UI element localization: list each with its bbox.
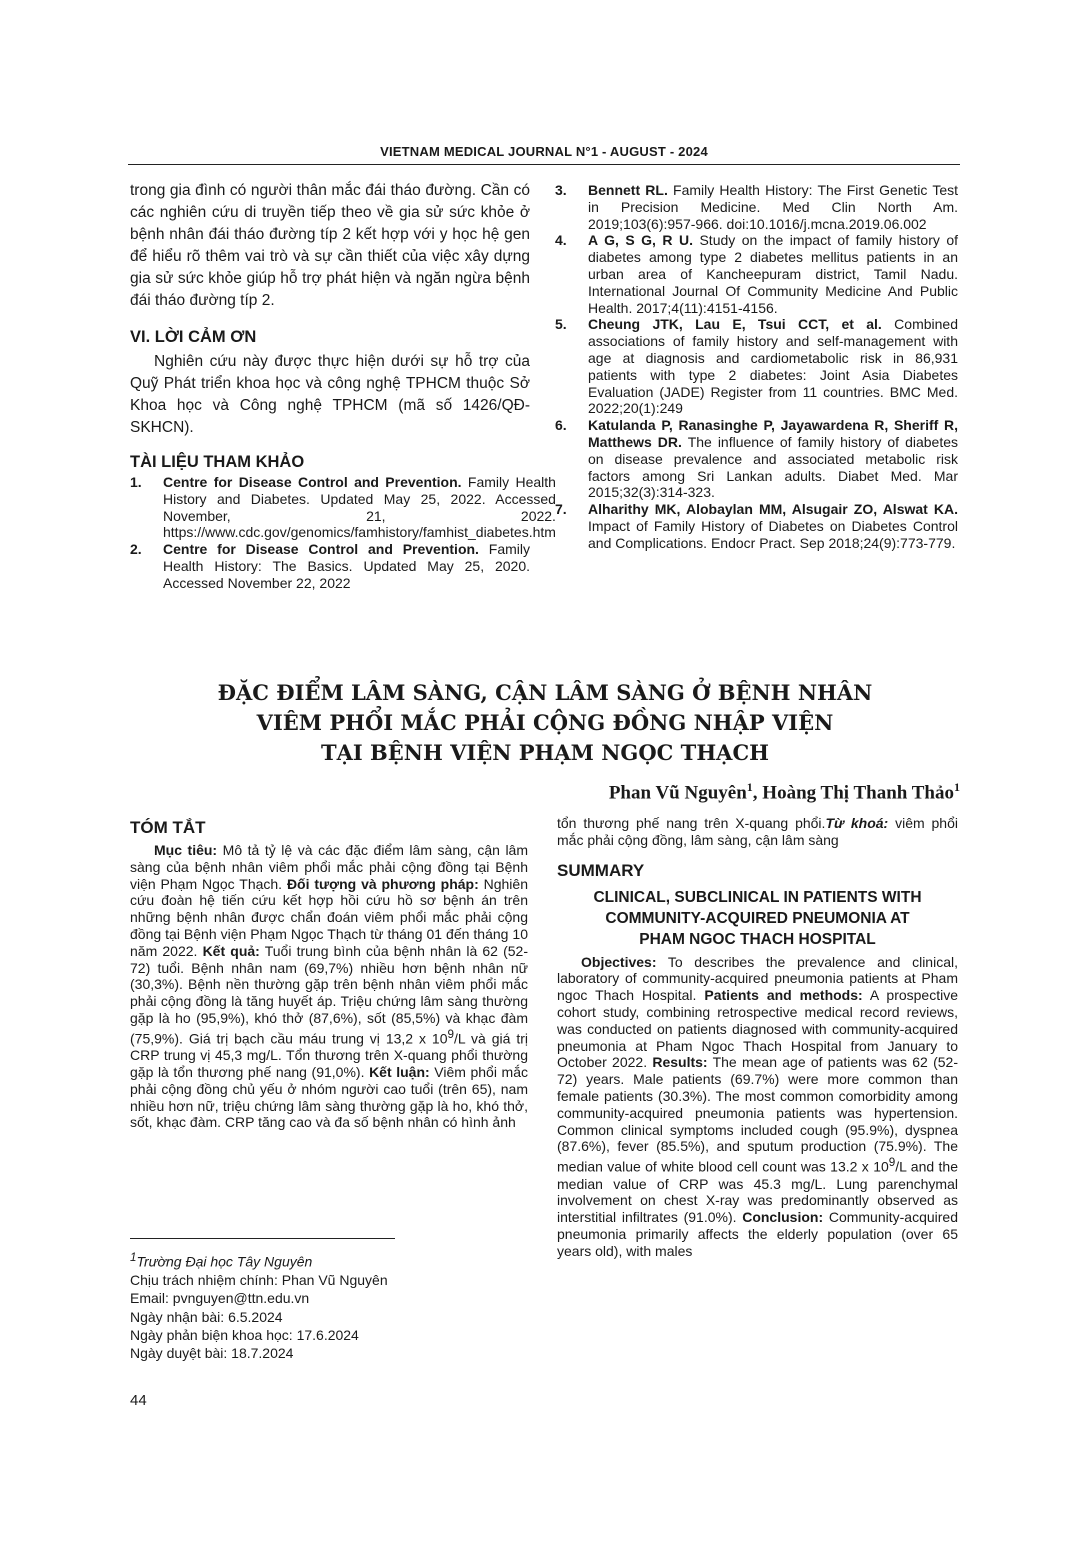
reference-text: Family Health History and Diabetes. Updated May 25, 2022. Accessed November, 21, 2022. https://www.cdc.gov/genomics/famhistory/famhist_diabetes.htm xyxy=(163,474,556,541)
reference-item xyxy=(555,316,958,417)
reference-number: 7. xyxy=(555,501,567,518)
label-methods: Đối tượng và phương pháp: xyxy=(286,875,479,892)
label-objectives: Objectives: xyxy=(581,953,657,970)
reference-number: 5. xyxy=(555,316,567,333)
exponent: 9 xyxy=(447,1027,454,1041)
reference-item xyxy=(555,182,958,232)
reference-number: 2. xyxy=(130,541,142,558)
article-title-line: ĐẶC ĐIỂM LÂM SÀNG, CẬN LÂM SÀNG Ở BỆNH NHÂN xyxy=(217,680,873,705)
author-affiliation-mark: 1 xyxy=(746,780,753,794)
reference-text: Impact of Family History of Diabetes on Diabetes Control and Complications. Endocr Pract. Sep 2018;24(9):773-779. xyxy=(588,517,958,551)
label-conclusion: Conclusion: xyxy=(742,1209,824,1226)
abstract-results-cont: /L và giá trị CRP trung vị 45,3 mg/L. Tổn thương trên X-quang phổi thường gặp là tổn thương phế nang (91,0%). xyxy=(130,1030,528,1081)
reference-item xyxy=(555,417,958,501)
label-results: Kết quả: xyxy=(202,942,260,959)
abstract-vi-continuation xyxy=(557,815,958,849)
summary-results: The mean age of patients was 62 (52-72) years. Male patients (69.7%) were more common than female patients (30.3%). The most common comorbidity among community-acquired pneumonia patients was hypertension. Common clinical symptoms included cough (95.9%), dyspnea (87.6%), fever (85.5%), and sputum production (75.9%). The median value of white blood cell count was 13.2 x 10 xyxy=(557,1054,958,1175)
reference-item xyxy=(555,501,958,551)
abstract-vi-column xyxy=(130,818,528,1131)
footnote-accepted: Ngày duyệt bài: 18.7.2024 xyxy=(130,1345,294,1362)
summary-results-cont: /L and the median value of CRP was 45.3 mg/L. Lung parenchymal involvement on chest X-ray was predominantly observed as interstitial infiltrates (91.0%). xyxy=(557,1158,958,1226)
reference-text: Combined associations of family history and self-management with age at diagnosis and cardiometabolic risk in 86,931 patients with type 2 diabetes: Joint Asia Diabetes Evaluation (JADE) Register from 11 countries. BMC Med. 2022;20(1):249 xyxy=(588,316,958,417)
reference-authors: Centre for Disease Control and Prevention. xyxy=(163,474,462,490)
english-title-line: CLINICAL, SUBCLINICAL IN PATIENTS WITH xyxy=(593,888,922,906)
prev-article-right-column xyxy=(555,182,958,552)
header-rule xyxy=(128,164,960,165)
reference-text: Study on the impact of family history of diabetes among type 2 diabetes mellitus patients in an urban area of Kancheepuram district, Tamil Nadu. International Journal Of Community Medicine And Public Health. 2017;4(11):4151-4156. xyxy=(588,232,959,316)
acknowledgement-text: Nghiên cứu này được thực hiện dưới sự hỗ trợ của Quỹ Phát triển khoa học và công nghệ TPHCM thuộc Sở Khoa học và Công nghệ TPHCM (mã số 1426/QĐ-SKHCN). xyxy=(130,353,530,436)
article-title-line: TẠI BỆNH VIỆN PHẠM NGỌC THẠCH xyxy=(320,740,770,765)
affiliation-text: Trường Đại học Tây Nguyên xyxy=(136,1253,313,1270)
page-number: 44 xyxy=(130,1392,147,1409)
footnote-reviewed: Ngày phản biện khoa học: 17.6.2024 xyxy=(130,1326,359,1343)
reference-authors: Bennett RL. xyxy=(588,182,668,198)
english-title-line: PHAM NGOC THACH HOSPITAL xyxy=(639,930,876,948)
reference-number: 4. xyxy=(555,232,567,249)
abstract-methods: Nghiên cứu đoàn hệ tiến cứu kết hợp hồi cứu hồ sơ bệnh án trên những bệnh nhân được chẩn đoán viêm phổi mắc phải cộng đồng tại Bệnh viện Phạm Ngọc Thạch từ tháng 01 đến tháng 10 năm 2022. xyxy=(130,875,528,959)
abstract-conclusion-cont: tổn thương phế nang trên X-quang phổi. xyxy=(557,815,826,831)
abstract-conclusion: Viêm phổi mắc phải cộng đồng chủ yếu ở nhóm người cao tuổi (trên 65), nam nhiều hơn nữ, triệu chứng lâm sàng thường gặp là ho, khó thở, sốt, khạc đàm. CRP tăng cao và đa số bệnh nhân có hình ảnh xyxy=(130,1064,528,1131)
author-list xyxy=(609,780,960,804)
summary-objectives: To describes the prevalence and clinical, laboratory of community-acquired pneumonia patients at Pham ngoc Thach Hospital. xyxy=(557,953,958,1004)
footnote-received: Ngày nhận bài: 6.5.2024 xyxy=(130,1308,283,1325)
english-title-line: COMMUNITY-ACQUIRED PNEUMONIA AT xyxy=(605,909,910,927)
footnotes xyxy=(130,1249,530,1362)
summary-methods: A prospective cohort study, combining retrospective medical record reviews, was conducted on patients diagnosed with community-acquired pneumonia at Pham Ngoc Thach Hospital from January to October 2022. xyxy=(557,987,959,1071)
reference-number: 3. xyxy=(555,182,567,198)
prev-article-continuation: trong gia đình có người thân mắc đái tháo đường. Cần có các nghiên cứu di truyền tiếp theo về gia sử sức khỏe ở bệnh nhân đái tháo đường típ 2 kết hợp với y học hệ gen để hiểu rõ thêm vai trò và sự cần thiết của việc xây dựng gia sử sức khỏe giúp hỗ trợ phát hiện và ngăn ngừa bệnh đái tháo đường típ 2. xyxy=(130,182,530,309)
label-patients-methods: Patients and methods: xyxy=(704,987,863,1004)
reference-authors: Katulanda P, Ranasinghe P, Jayawardena R, Sheriff R, Matthews DR. xyxy=(588,417,958,450)
abstract-vi-heading: TÓM TẮT xyxy=(130,818,206,837)
label-objective: Mục tiêu: xyxy=(154,842,218,858)
author-name: Hoàng Thị Thanh Thảo xyxy=(762,782,954,804)
reference-number: 6. xyxy=(555,417,567,434)
article-title xyxy=(130,678,960,768)
journal-header: VIETNAM MEDICAL JOURNAL N°1 - AUGUST - 2024 xyxy=(380,144,708,159)
footnote-email: Email: pvnguyen@ttn.edu.vn xyxy=(130,1290,310,1307)
abstract-vi-text xyxy=(130,842,528,1131)
reference-text: Family Health History: The Basics. Updated May 25, 2020. Accessed November 22, 2022 xyxy=(163,541,530,591)
reference-authors: Cheung JTK, Lau E, Tsui CCT, et al. xyxy=(588,316,882,333)
abstract-en-heading: SUMMARY xyxy=(557,860,645,880)
footnote-corresponding: Chịu trách nhiệm chính: Phan Vũ Nguyên xyxy=(130,1271,388,1288)
abstract-en-column xyxy=(557,815,958,1260)
abstract-results: Tuổi trung bình của bệnh nhân là 62 (52-72) tuổi. Bệnh nhân nam (69,7%) nhiều hơn bệnh nhân nữ (30,3%). Bệnh nền thường gặp trên bệnh nhân viêm phổi mắc phải cộng đồng là tăng huyết áp. Triệu chứng lâm sàng thường gặp là ho (95,9%), khó thở (87,6%), sốt (85,5%) và khạc đàm (75,9%). Giá trị bạch cầu máu trung vị 13,2 x 10 xyxy=(130,942,528,1047)
reference-authors: Alharithy MK, Alobaylan MM, Alsugair ZO, Alswat KA. xyxy=(588,501,958,518)
exponent: 9 xyxy=(888,1156,896,1170)
prev-article-left-column xyxy=(130,180,556,592)
reference-list-left xyxy=(130,474,556,592)
label-results: Results: xyxy=(652,1054,708,1071)
reference-number: 1. xyxy=(130,474,142,490)
affiliation-mark: 1 xyxy=(130,1251,137,1264)
author-affiliation-mark: 1 xyxy=(954,780,960,794)
reference-authors: Centre for Disease Control and Prevention. xyxy=(163,541,479,558)
reference-item xyxy=(555,232,958,316)
references-heading: TÀI LIỆU THAM KHẢO xyxy=(130,453,305,471)
reference-item xyxy=(130,474,556,541)
reference-list-right xyxy=(555,182,958,552)
footnote-rule xyxy=(130,1238,395,1239)
author-name: Phan Vũ Nguyên xyxy=(608,782,747,804)
reference-text: Family Health History: The First Genetic Test in Precision Medicine. Med Clin North Am. 2019;103(6):957-966. doi:10.1016/j.mcna.2019.06.002 xyxy=(588,182,958,232)
abstract-objective: Mô tả tỷ lệ và các đặc điểm lâm sàng, cận lâm sàng của bệnh nhân viêm phổi mắc phải cộng đồng tại Bệnh viện Phạm Ngọc Thạch. xyxy=(130,842,528,892)
english-title xyxy=(557,887,958,950)
label-conclusion: Kết luận: xyxy=(369,1064,430,1081)
acknowledgement-heading: VI. LỜI CẢM ƠN xyxy=(130,328,257,346)
author-separator: , xyxy=(752,782,763,804)
abstract-keywords: viêm phổi mắc phải cộng đồng, lâm sàng, cận lâm sàng xyxy=(557,815,958,848)
article-title-line: VIÊM PHỔI MẮC PHẢI CỘNG ĐỒNG NHẬP VIỆN xyxy=(256,710,834,735)
label-keywords: Từ khoá: xyxy=(825,815,889,831)
summary-conclusion: Community-acquired pneumonia primarily affects the elderly population (over 65 years old), with males xyxy=(557,1209,958,1259)
reference-authors: A G, S G, R U. xyxy=(588,232,693,249)
abstract-en-text xyxy=(557,954,958,1260)
footnote-affiliation xyxy=(130,1249,530,1271)
reference-text: The influence of family history of diabetes on disease prevalence and associated metabolic risk factors among Sri Lankan adults. Diabet Med. Mar 2015;32(3):314-323. xyxy=(588,433,959,501)
reference-item xyxy=(130,541,530,591)
